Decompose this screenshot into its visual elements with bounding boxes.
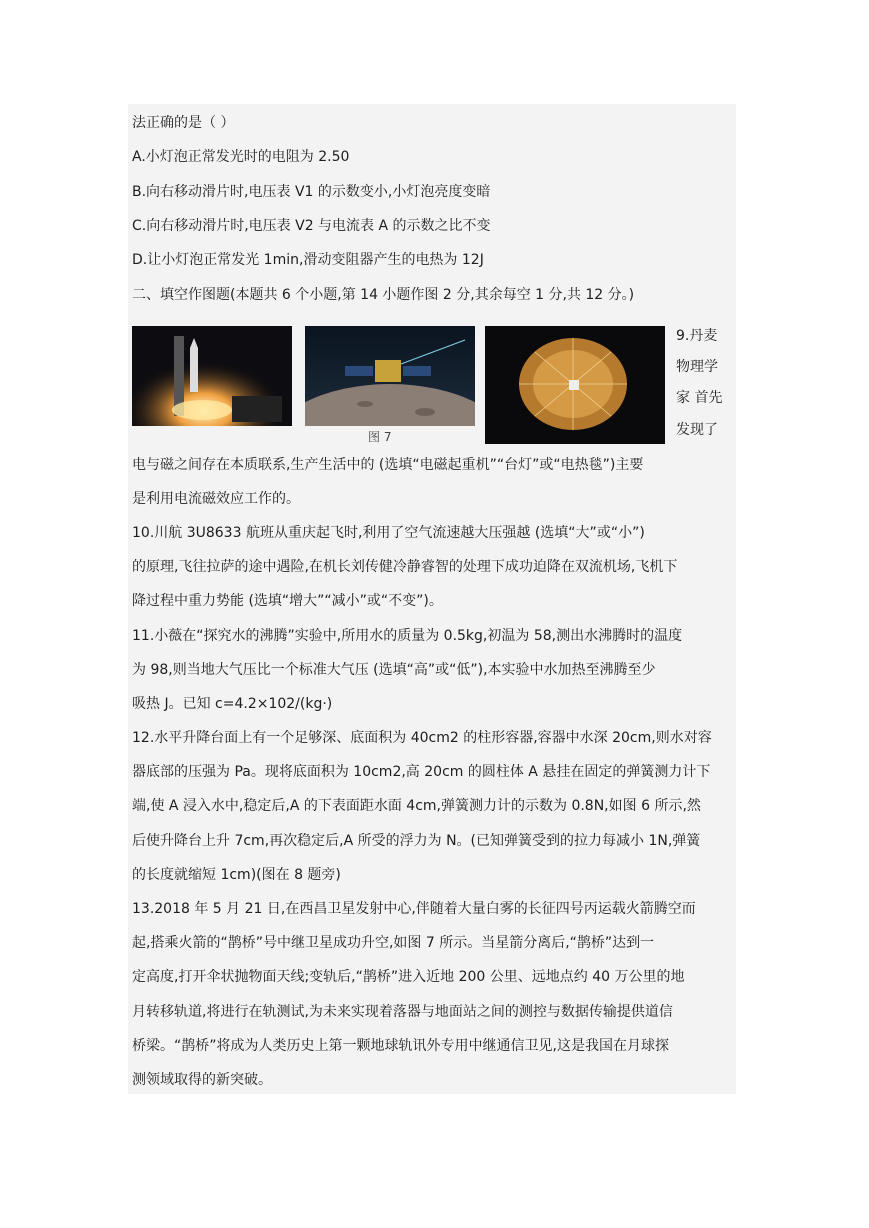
text-line: 的长度就缩短 1cm)(图在 8 题旁)	[132, 867, 341, 883]
text-line: 降过程中重力势能 (选填“增大”“减小”或“不变”)。	[132, 593, 443, 609]
option-d: D.让小灯泡正常发光 1min,滑动变阻器产生的电热为 12J	[132, 252, 484, 268]
text-line: 发现了	[676, 422, 718, 438]
relay-satellite-antenna-image	[485, 326, 665, 444]
option-b: B.向右移动滑片时,电压表 V1 的示数变小,小灯泡亮度变暗	[132, 184, 491, 200]
text-line: 后使升降台上升 7cm,再次稳定后,A 所受的浮力为 N。(已知弹簧受到的拉力每减小 1N,弹簧	[132, 833, 701, 849]
question-11: 11.小薇在“探究水的沸腾”实验中,所用水的质量为 0.5kg,初温为 58,测出水沸腾时的温度	[132, 628, 683, 644]
text-line: 是利用电流磁效应工作的。	[132, 491, 300, 507]
text-line: 吸热 J。已知 c=4.2×102/(kg·)	[132, 696, 333, 712]
question-10: 10.川航 3U8633 航班从重庆起飞时,利用了空气流速越大压强越 (选填“大”或“小”)	[132, 525, 645, 541]
text-line: 的原理,飞往拉萨的途中遇险,在机长刘传健冷静睿智的处理下成功迫降在双流机场,飞机下	[132, 559, 678, 575]
option-c: C.向右移动滑片时,电压表 V2 与电流表 A 的示数之比不变	[132, 218, 491, 234]
text-line: 起,搭乘火箭的“鹊桥”号中继卫星成功升空,如图 7 所示。当星箭分离后,“鹊桥”达到一	[132, 935, 655, 951]
rocket-launch-image	[132, 326, 292, 426]
text-line: 月转移轨道,将进行在轨测试,为未来实现着落器与地面站之间的测控与数据传输提供道信	[132, 1004, 673, 1020]
figure-caption: 图 7	[368, 430, 392, 444]
text-line: 电与磁之间存在本质联系,生产生活中的 (选填“电磁起重机”“台灯”或“电热毯”)主要	[132, 457, 644, 473]
option-a: A.小灯泡正常发光时的电阻为 2.50	[132, 149, 350, 165]
section-heading: 二、填空作图题(本题共 6 个小题,第 14 小题作图 2 分,其余每空 1 分,共 12 分。)	[132, 287, 635, 303]
text-line: 测领域取得的新突破。	[132, 1072, 272, 1088]
question-12: 12.水平升降台面上有一个足够深、底面积为 40cm2 的柱形容器,容器中水深 20cm,则水对容	[132, 730, 712, 746]
text-line: 9.丹麦	[676, 328, 718, 344]
text-line: 桥梁。“鹊桥”将成为人类历史上第一颗地球轨讯外专用中继通信卫见,这是我国在月球探	[132, 1038, 669, 1054]
text-line: 器底部的压强为 Pa。现将底面积为 10cm2,高 20cm 的圆柱体 A 悬挂在固定的弹簧测力计下	[132, 764, 711, 780]
text-line: 定高度,打开伞状抛物面天线;变轨后,“鹊桥”进入近地 200 公里、远地点约 40 万公里的地	[132, 969, 685, 985]
text-line: 为 98,则当地大气压比一个标准大气压 (选填“高”或“低”),本实验中水加热至沸腾至少	[132, 662, 656, 678]
text-line: 家 首先	[676, 390, 723, 406]
question-13: 13.2018 年 5 月 21 日,在西昌卫星发射中心,伴随着大量白雾的长征四号丙运载火箭腾空而	[132, 901, 696, 917]
text-line: 端,使 A 浸入水中,稳定后,A 的下表面距水面 4cm,弹簧测力计的示数为 0.8N,如图 6 所示,然	[132, 798, 701, 814]
text-line: 法正确的是（ ）	[132, 115, 235, 131]
satellite-moon-image	[305, 326, 475, 426]
text-line: 物理学	[676, 359, 718, 375]
